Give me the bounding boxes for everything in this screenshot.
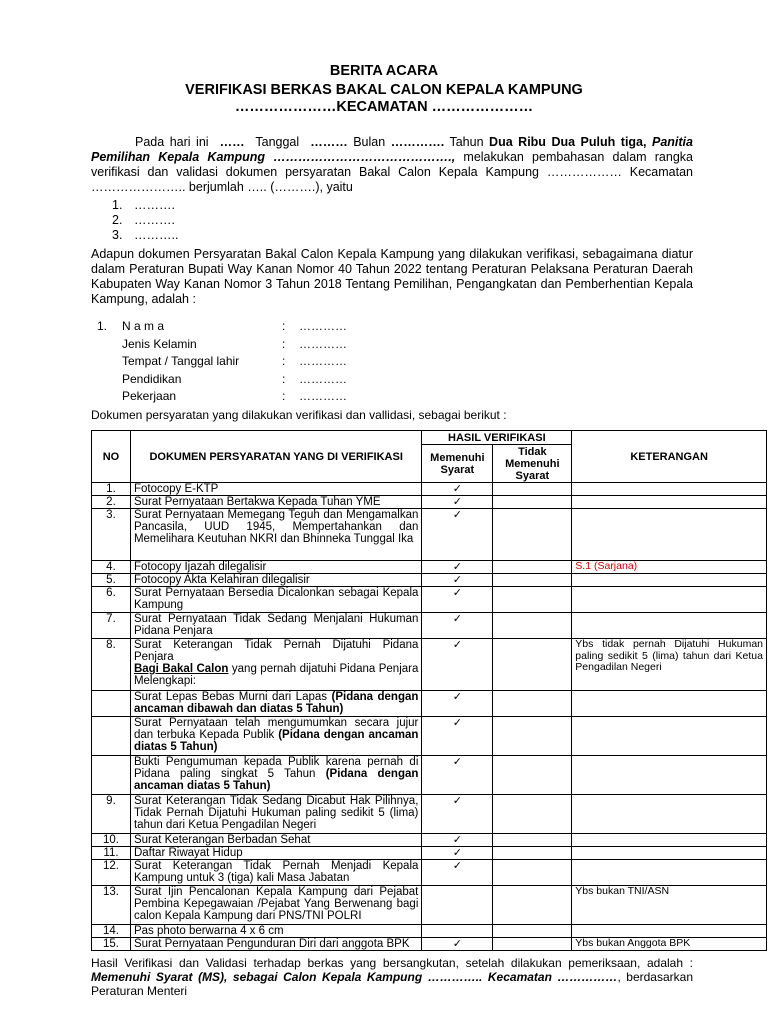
footer-paragraph [91, 956, 693, 998]
header-not-meets: Tidak Memenuhi Syarat [493, 445, 572, 483]
opening-month-label: Bulan [353, 135, 386, 149]
title-line-3: …………………KECAMATAN ………………… [234, 99, 534, 115]
opening-year-value: Dua Ribu Dua Puluh tiga, [489, 135, 647, 149]
table-row: 7. Surat Pernyataan Tidak Sedang Menjalani Hukuman Pidana Penjara ✓ [92, 613, 767, 639]
identity-list [97, 319, 397, 407]
title-line-1: BERITA ACARA [329, 63, 439, 79]
table-row: 9. Surat Keterangan Tidak Sedang Dicabut Hak Pilihnya, Tidak Pernah Dijatuhi Hukuman paling sedikit 5 (lima) tahun dari Ketua Pengadilan Negeri ✓ [92, 795, 767, 834]
title-line-2: VERIFIKASI BERKAS BAKAL CALON KEPALA KAMPUNG [185, 82, 583, 98]
opening-year-label: Tahun [449, 135, 484, 149]
identity-row: 1. N a m a : ………… [97, 319, 347, 333]
table-row: 2. Surat Pernyataan Bertakwa Kepada Tuhan YME ✓ [92, 496, 767, 509]
check-icon: ✓ [452, 794, 462, 807]
check-icon: ✓ [452, 495, 462, 508]
list-item: 1. ………. [112, 198, 175, 212]
opening-day-value: …… [219, 135, 245, 149]
table-row: 10. Surat Keterangan Berbadan Sehat ✓ [92, 834, 767, 847]
opening-rest: melakukan pembahasan dalam rangka verifikasi dan validasi dokumen persyaratan Bakal Calon Kepala Kampung ……………… Kecamatan ………………….. berjumlah ….. (……….), yaitu [91, 150, 693, 194]
table-row: 13. Surat Ijin Pencalonan Kepala Kampung dari Pejabat Pembina Kepegawaian /Pejabat Yang Berwenang bagi calon Kepala Kampung dari PNS/TNI POLRI Ybs bukan TNI/ASN [92, 886, 767, 925]
check-icon: ✓ [452, 638, 462, 651]
check-icon: ✓ [452, 937, 462, 950]
opening-month-value: …………. [390, 135, 445, 149]
check-icon: ✓ [452, 508, 462, 521]
table-row: Bukti Pengumuman kepada Publik karena pernah di Pidana paling singkat 5 Tahun (Pidana dengan ancaman diatas 5 Tahun) ✓ [92, 756, 767, 795]
table-row: 5. Fotocopy Akta Kelahiran dilegalisir ✓ [92, 574, 767, 587]
header-no: NO [92, 431, 131, 483]
check-icon: ✓ [452, 833, 462, 846]
identity-row: Tempat / Tanggal lahir : ………… [122, 354, 347, 368]
check-icon: ✓ [452, 612, 462, 625]
list-item: 2. ………. [112, 213, 175, 227]
remark-education: S.1 (Sarjana) [572, 561, 767, 574]
check-icon: ✓ [452, 560, 462, 573]
remark-not-tni: Ybs bukan TNI/ASN [572, 886, 767, 925]
check-icon: ✓ [452, 716, 462, 729]
remark-not-bpk: Ybs bukan Anggota BPK [572, 938, 767, 951]
table-row: 12. Surat Keterangan Tidak Pernah Menjadi Kepala Kampung untuk 3 (tiga) kali Masa Jabatan ✓ [92, 860, 767, 886]
table-header-row [92, 431, 767, 445]
header-document: DOKUMEN PERSYARATAN YANG DI VERIFIKASI [130, 431, 421, 483]
opening-committee: Panitia Pemilihan Kepala Kampung ……………………………………., [91, 135, 693, 164]
check-icon: ✓ [452, 846, 462, 859]
check-icon: ✓ [452, 586, 462, 599]
identity-row: Pendidikan : ………… [122, 371, 347, 386]
check-icon: ✓ [452, 755, 462, 768]
table-row: 15. Surat Pernyataan Pengunduran Diri dari anggota BPK ✓ Ybs bukan Anggota BPK [92, 938, 767, 951]
candidate-list [112, 198, 178, 243]
list-item: 3. ……….. [112, 228, 179, 242]
footer-text-c: , berdasarkan Peraturan Menteri [91, 970, 693, 998]
opening-date-label: Tanggal [255, 135, 300, 149]
header-meets: Memenuhi Syarat [422, 445, 493, 483]
table-intro: Dokumen persyaratan yang dilakukan verifikasi dan vallidasi, sebagai berikut : [91, 408, 507, 422]
footer-result: Memenuhi Syarat (MS), sebagai Calon Kepala Kampung ………….. Kecamatan …………… [91, 970, 618, 984]
table-row: 6. Surat Pernyataan Bersedia Dicalonkan sebagai Kepala Kampung ✓ [92, 587, 767, 613]
table-row: 1. Fotocopy E-KTP ✓ [92, 483, 767, 496]
basis-paragraph: Adapun dokumen Persyaratan Bakal Calon Kepala Kampung yang dilakukan verifikasi, sebagaimana diatur dalam Peraturan Bupati Way Kanan Nomor 40 Tahun 2022 tentang Peraturan Pelaksana Peraturan Daerah Kabupaten Way Kanan Nomor 3 Tahun 2018 Tentang Pemilihan, Pengangkatan dan Pemberhentian Kepala Kampung, adalah : [91, 247, 693, 306]
table-row: 14. Pas photo berwarna 4 x 6 cm [92, 925, 767, 938]
table-row: 3. Surat Pernyataan Memegang Teguh dan Mengamalkan Pancasila, UUD 1945, Mempertahankan dan Memelihara Keutuhan NKRI dan Bhinneka Tunggal Ika ✓ [92, 509, 767, 561]
table-row: 11. Daftar Riwayat Hidup ✓ [92, 847, 767, 860]
table-row: Surat Lepas Bebas Murni dari Lapas (Pidana dengan ancaman dibawah dan diatas 5 Tahun) ✓ [92, 691, 767, 717]
check-icon: ✓ [452, 573, 462, 586]
check-icon: ✓ [452, 859, 462, 872]
check-icon: ✓ [452, 690, 462, 703]
header-remarks: KETERANGAN [572, 431, 767, 483]
table-row: Surat Pernyataan telah mengumumkan secara jujur dan terbuka Kepada Publik (Pidana dengan ancaman diatas 5 Tahun) ✓ [92, 717, 767, 756]
identity-row: Jenis Kelamin : ………… [122, 336, 347, 351]
check-icon: ✓ [452, 482, 462, 495]
table-row: 4. Fotocopy Ijazah dilegalisir ✓ S.1 (Sarjana) [92, 561, 767, 574]
table-row: 8. Surat Keterangan Tidak Pernah Dijatuhi Pidana Penjara Bagi Bakal Calon yang pernah dijatuhi Pidana Penjara Melengkapi: ✓ Ybs tidak pernah Dijatuhi Hukuman paling sedikit 5 (lima) tahun dari Ketua Pengadilan Negeri [92, 639, 767, 691]
verification-table [91, 430, 767, 951]
identity-row: Pekerjaan : ………… [122, 389, 347, 403]
opening-date-value: ……… [310, 135, 348, 149]
opening-paragraph [91, 135, 693, 195]
opening-day-label: Pada hari ini [135, 135, 209, 149]
footer-text-a: Hasil Verifikasi dan Validasi terhadap berkas yang bersangkutan, setelah dilakukan pemeriksaan, adalah : [91, 956, 693, 970]
header-result: HASIL VERIFIKASI [422, 431, 572, 445]
